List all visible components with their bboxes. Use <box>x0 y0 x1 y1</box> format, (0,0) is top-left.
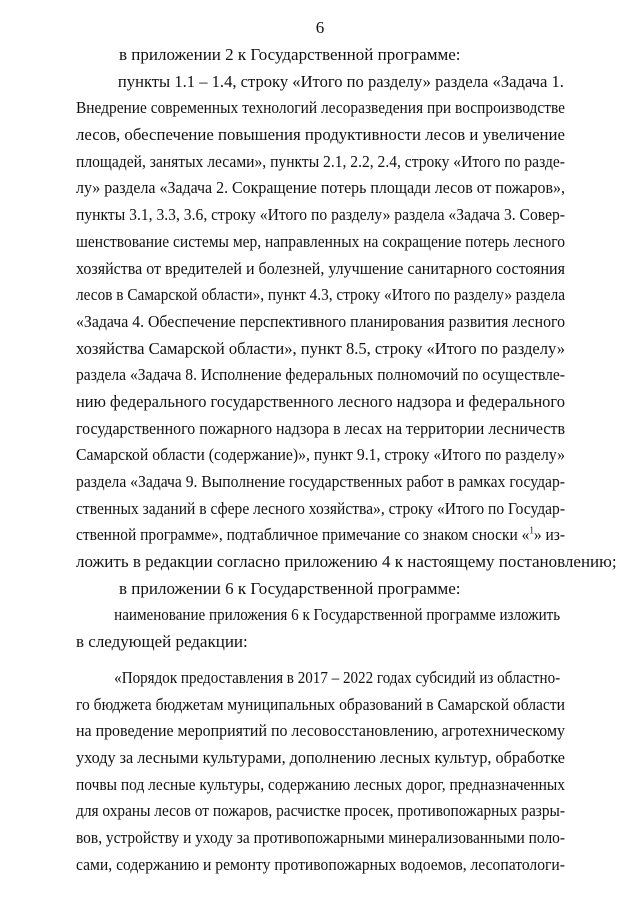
text-line: го бюджета бюджетам муниципальных образований в Самарской области <box>76 694 565 714</box>
text-line: пункты 1.1 – 1.4, строку «Итого по разделу» раздела «Задача 1. <box>117 71 564 91</box>
text-line: «Порядок предоставления в 2017 – 2022 годах субсидий из областно- <box>114 667 561 687</box>
text-line: хозяйства от вредителей и болезней, улучшение санитарного состояния <box>76 258 565 278</box>
text-line-with-footnote <box>76 522 566 549</box>
text-line: пункты 3.1, 3.3, 3.6, строку «Итого по разделу» раздела «Задача 3. Совер- <box>76 205 566 225</box>
text-line: Самарской области (содержание)», пункт 9.1, строку «Итого по разделу» <box>76 445 565 465</box>
text-line: в приложении 2 к Государственной программе: <box>119 45 461 64</box>
text-line: сами, содержанию и ремонту противопожарных водоемов, лесопатологи- <box>76 854 565 874</box>
text-line: шенствование системы мер, направленных на сокращение потерь лесного <box>76 231 566 251</box>
page-number: 6 <box>315 18 325 37</box>
footnote-mark: 1 <box>529 525 534 537</box>
text-line: раздела «Задача 9. Выполнение государственных работ в рамках государ- <box>76 472 566 491</box>
text-line: лесов в Самарской области», пункт 4.3, строку «Итого по разделу» раздела <box>76 285 566 305</box>
text-line: наименование приложения 6 к Государственной программе изложить <box>114 605 561 625</box>
text-line: раздела «Задача 8. Исполнение федеральных полномочий по осуществле- <box>76 365 566 385</box>
text-line: почвы под лесные культуры, содержанию лесных дорог, предназначенных <box>76 774 565 794</box>
text-line: площадей, занятых лесами», пункты 2.1, 2.2, 2.4, строку «Итого по разде- <box>76 151 565 171</box>
text-line: нию федерального государственного лесного надзора и федерального <box>76 391 565 411</box>
text-line: для охраны лесов от пожаров, расчистке просек, противопожарных разры- <box>76 801 565 821</box>
text-segment: ственной программе», подтабличное примечание со знаком сноски « <box>76 525 530 545</box>
text-line: уходу за лесными культурами, дополнению лесных культур, обработке <box>76 747 565 767</box>
text-line: «Задача 4. Обеспечение перспективного планирования развития лесного <box>76 311 566 331</box>
text-segment: » из- <box>533 525 566 545</box>
text-line: ственных заданий в сфере лесного хозяйства», строку «Итого по Государ- <box>76 498 566 518</box>
text-line: ложить в редакции согласно приложению 4 к настоящему постановлению; <box>76 552 617 572</box>
text-line: на проведение мероприятий по лесовосстановлению, агротехническому <box>76 721 565 741</box>
text-line: государственного пожарного надзора в лесах на территории лесничеств <box>76 418 565 438</box>
text-line: хозяйства Самарской области», пункт 8.5, строку «Итого по разделу» <box>76 338 565 358</box>
text-line: в приложении 6 к Государственной программе: <box>119 578 461 598</box>
text-line: в следующей редакции: <box>76 632 248 652</box>
text-line: Внедрение современных технологий лесоразведения при воспроизводстве <box>76 98 565 118</box>
paragraph-gap <box>76 656 565 665</box>
document-body <box>76 42 617 878</box>
text-line: лесов, обеспечение повышения продуктивности лесов и увеличение <box>76 125 565 145</box>
text-line: вов, устройству и уходу за противопожарными минерализованными поло- <box>76 827 566 847</box>
text-line: лу» раздела «Задача 2. Сокращение потерь площади лесов от пожаров», <box>76 178 565 198</box>
